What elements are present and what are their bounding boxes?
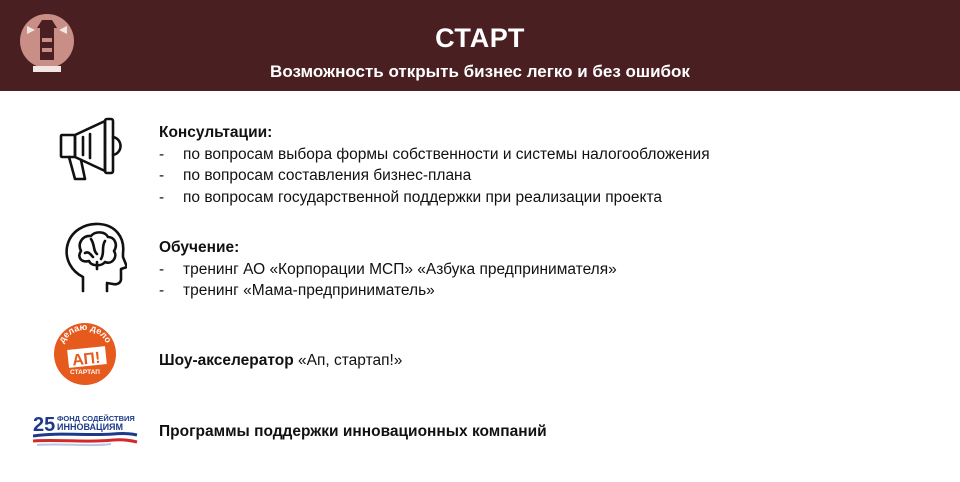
training-list [159,259,617,302]
svg-text:25: 25 [33,414,56,436]
consultations-heading: Консультации: [159,124,273,141]
innovation-fund-logo-icon [33,412,139,450]
programs-text: Программы поддержки инновационных компаний [159,423,547,440]
show-accelerator-name: «Ап, стартап!» [293,352,403,369]
svg-text:ИННОВАЦИЯМ: ИННОВАЦИЯМ [57,422,124,432]
svg-text:ФОНД СОДЕЙСТВИЯ: ФОНД СОДЕЙСТВИЯ [57,414,135,423]
list-item: - тренинг «Мама-предприниматель» [159,280,617,302]
list-item: - по вопросам составления бизнес-плана [159,165,710,187]
consultations-list [159,144,710,209]
svg-text:СТАРТАП: СТАРТАП [70,369,100,376]
show-accelerator-bold: Шоу-акселератор [159,352,294,369]
training-block [159,237,617,302]
head-brain-icon [63,221,127,293]
svg-text:делаю дело: делаю дело [56,321,114,345]
header-bar [0,0,960,91]
page-title: СТАРТ [435,23,525,53]
consultations-block [159,122,710,208]
training-heading: Обучение: [159,239,240,256]
list-item: - по вопросам выбора формы собственности и системы налогообложения [159,144,710,166]
svg-text:АП!: АП! [71,349,102,370]
megaphone-icon [57,117,127,183]
show-accelerator-text [159,352,402,370]
page-subtitle: Возможность открыть бизнес легко и без ошибок [270,62,690,81]
list-item: - тренинг АО «Корпорации МСП» «Азбука предпринимателя» [159,259,617,281]
ap-startap-logo-icon [49,320,121,386]
list-item: - по вопросам государственной поддержки при реализации проекта [159,187,710,209]
